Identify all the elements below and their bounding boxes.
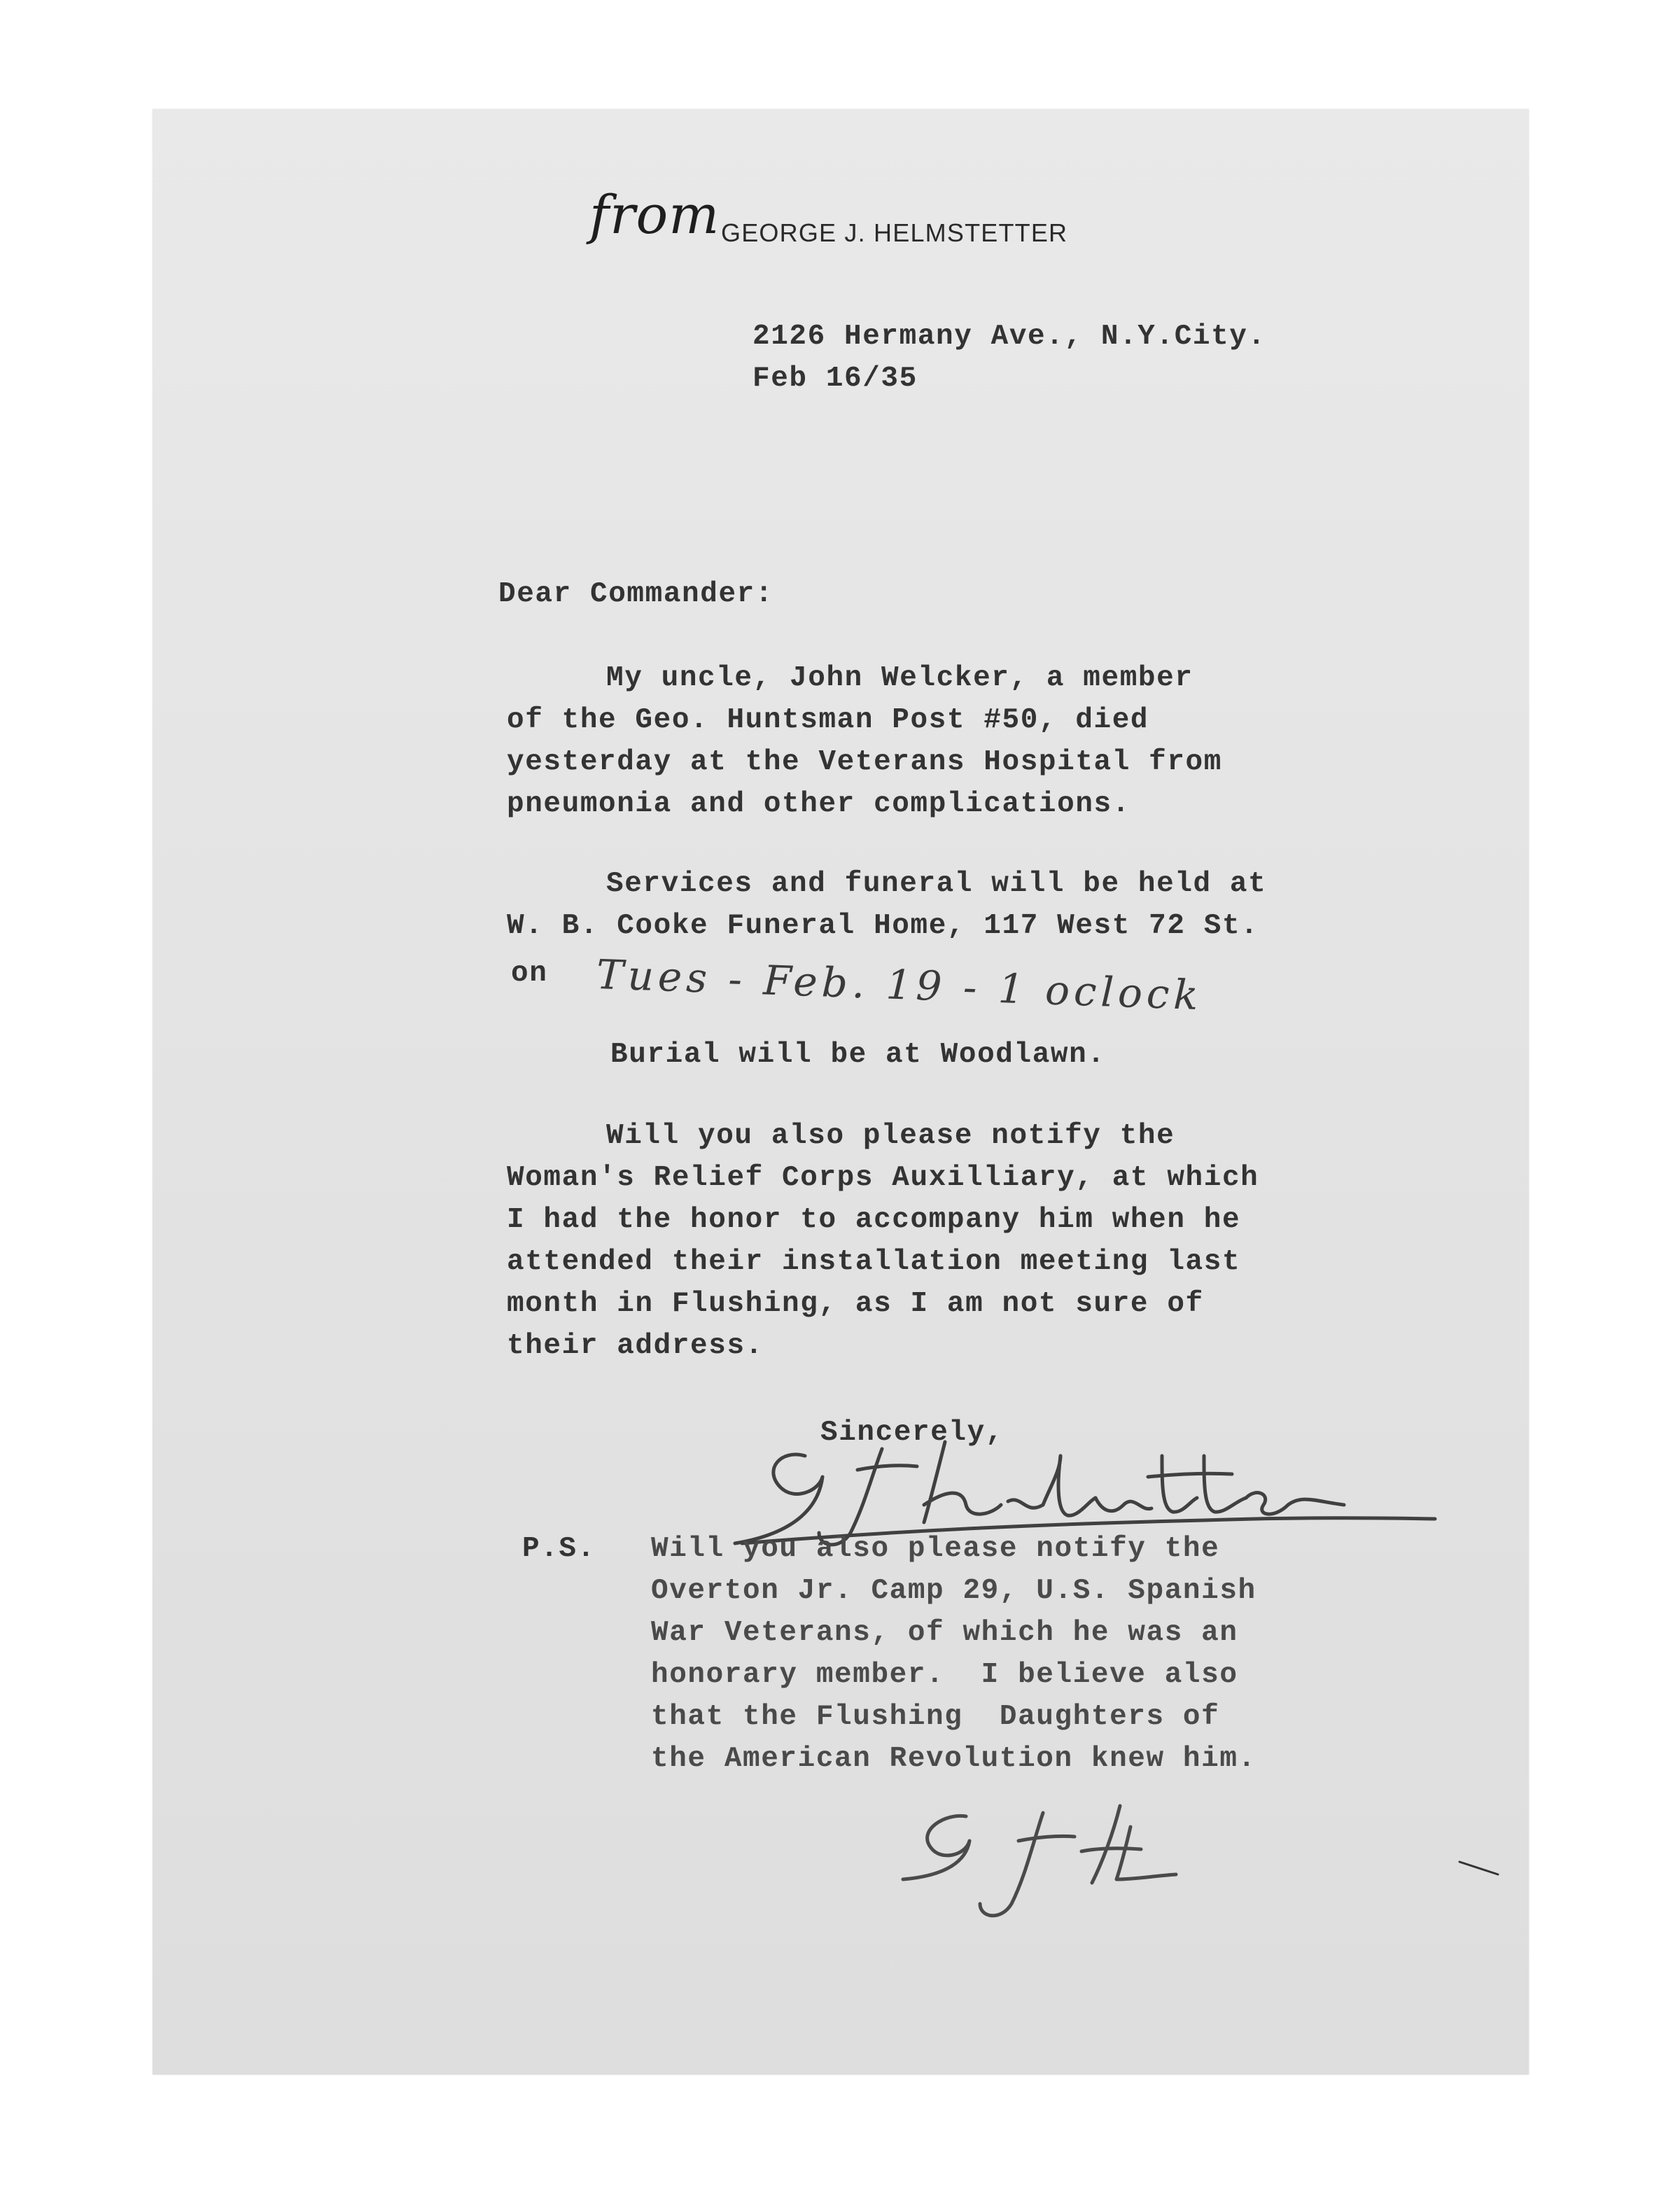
letter-paper [153, 109, 1529, 2075]
letterhead-from: from [589, 183, 720, 246]
sender-address: 2126 Hermany Ave., N.Y.City. [752, 321, 1266, 353]
paragraph-1-line: pneumonia and other complications. [507, 788, 1130, 820]
paragraph-4-line: I had the honor to accompany him when he [507, 1204, 1241, 1236]
paragraph-2-on: on [511, 958, 548, 990]
ps-line: honorary member. I believe also [651, 1659, 1238, 1691]
ps-line: Will you also please notify the [651, 1533, 1220, 1565]
closing: Sincerely, [820, 1417, 1004, 1449]
paragraph-2-line: W. B. Cooke Funeral Home, 117 West 72 St. [507, 910, 1259, 942]
salutation: Dear Commander: [498, 578, 774, 610]
paragraph-4-line: attended their installation meeting last [507, 1246, 1241, 1278]
handwritten-date: Tues - Feb. 19 - 1 oclock [595, 951, 1203, 1020]
letter-date: Feb 16/35 [752, 363, 918, 395]
paragraph-2-line: Services and funeral will be held at [606, 868, 1267, 900]
ps-line: that the Flushing Daughters of [651, 1701, 1220, 1733]
paragraph-4-line: Will you also please notify the [606, 1120, 1175, 1152]
ps-line: War Veterans, of which he was an [651, 1617, 1238, 1649]
ps-label: P.S. [522, 1533, 596, 1565]
paragraph-4-line: month in Flushing, as I am not sure of [507, 1288, 1204, 1320]
paragraph-3: Burial will be at Woodlawn. [610, 1039, 1106, 1071]
initials-signature [889, 1792, 1197, 1932]
paragraph-4-line: their address. [507, 1330, 764, 1362]
paper-mark [1456, 1855, 1505, 1883]
paragraph-1-line: yesterday at the Veterans Hospital from [507, 746, 1222, 778]
ps-line: the American Revolution knew him. [651, 1743, 1256, 1775]
letterhead-name: GEORGE J. HELMSTETTER [721, 218, 1068, 247]
paragraph-1-line: of the Geo. Huntsman Post #50, died [507, 704, 1149, 736]
ps-line: Overton Jr. Camp 29, U.S. Spanish [651, 1575, 1256, 1607]
paragraph-4-line: Woman's Relief Corps Auxilliary, at which [507, 1162, 1259, 1194]
paragraph-1-line: My uncle, John Welcker, a member [606, 662, 1194, 694]
